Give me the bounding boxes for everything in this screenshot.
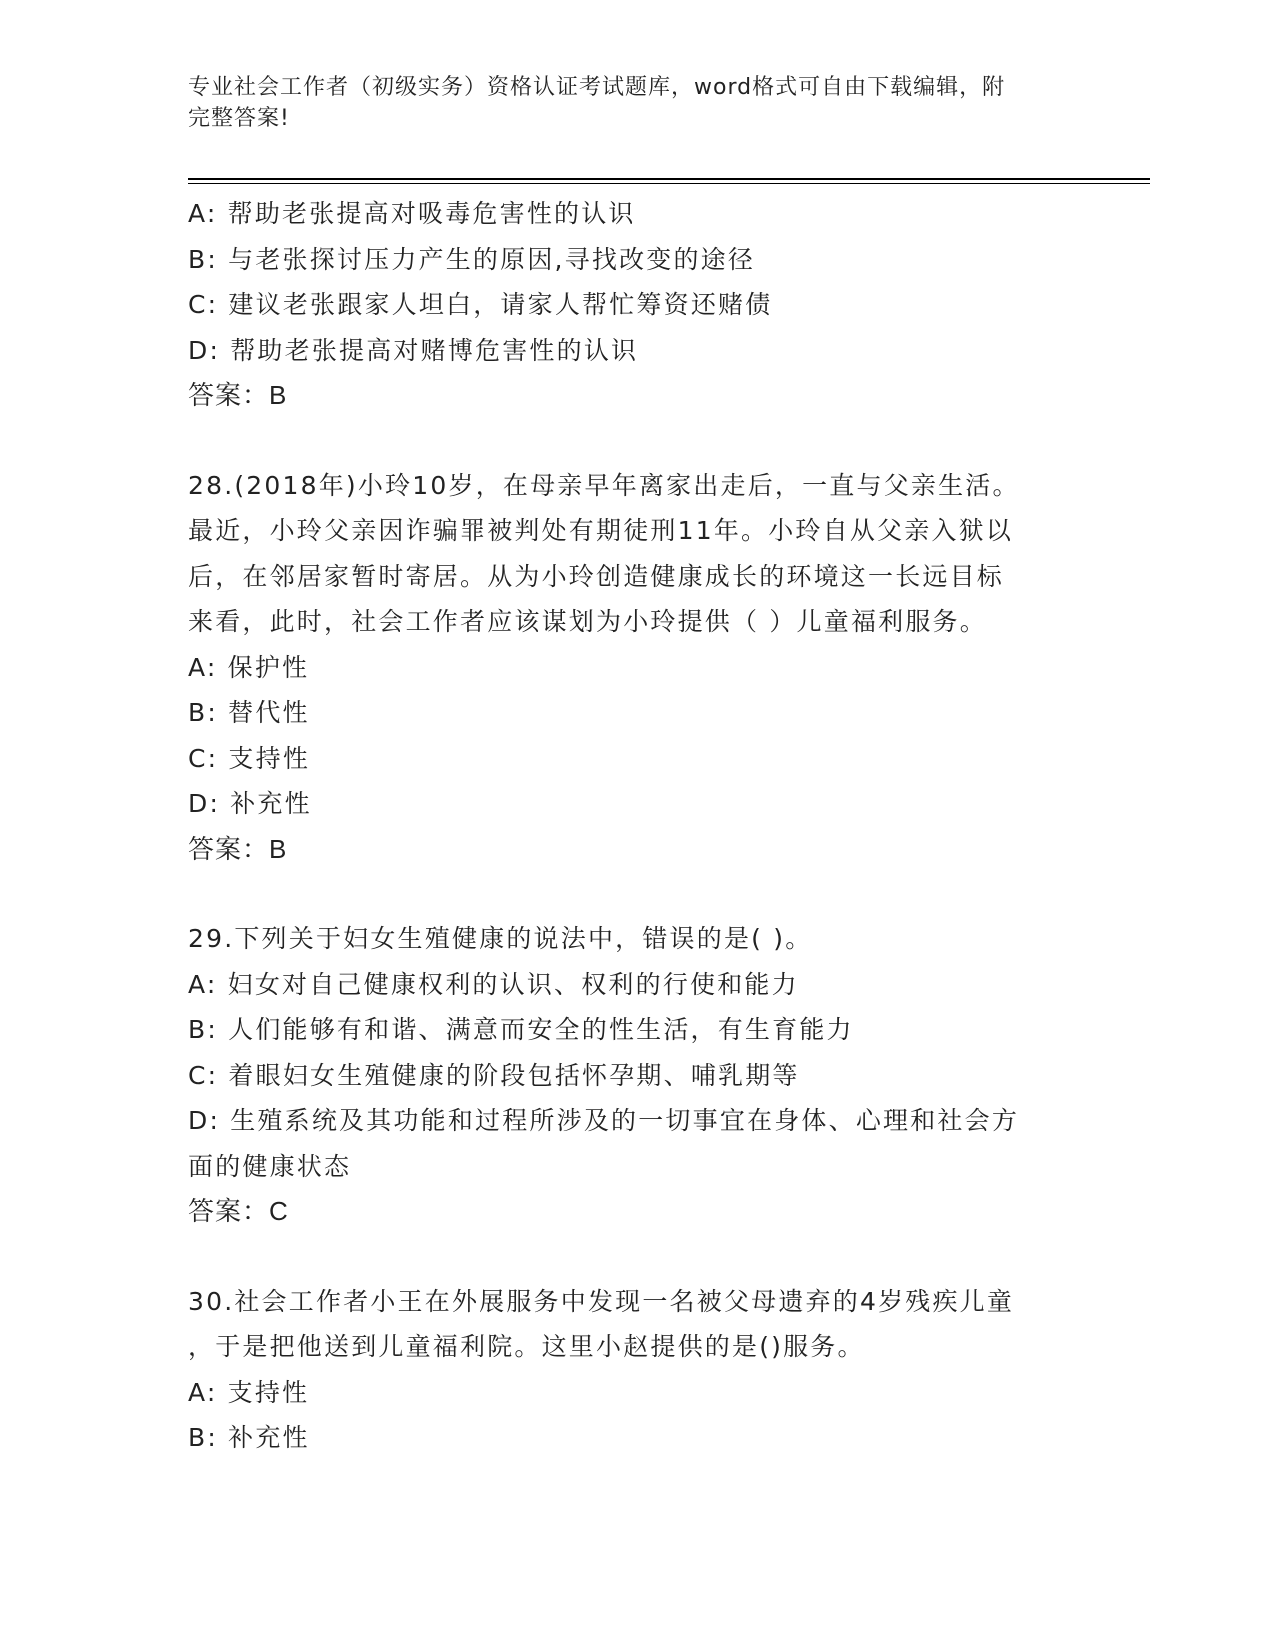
header-line-2: 完整答案! xyxy=(188,106,290,131)
question-stem-line: ，于是把他送到儿童福利院。这里小赵提供的是()服务。 xyxy=(188,1332,865,1361)
question-stem-line: 29.下列关于妇女生殖健康的说法中，错误的是( )。 xyxy=(188,924,813,953)
option-d: D: 帮助老张提高对赌博危害性的认识 xyxy=(188,335,639,365)
option-b: B: 与老张探讨压力产生的原因,寻找改变的途径 xyxy=(188,244,756,274)
header-rule-thin xyxy=(188,183,1150,184)
question-stem-line: 最近，小玲父亲因诈骗罪被判处有期徒刑11年。小玲自从父亲入狱以 xyxy=(188,516,1014,545)
option-d: D: 生殖系统及其功能和过程所涉及的一切事宜在身体、心理和社会方 xyxy=(188,1106,1020,1135)
question-stem-line: 28.(2018年)小玲10岁，在母亲早年离家出走后，一直与父亲生活。 xyxy=(188,470,1020,500)
option-d-continued: 面的健康状态 xyxy=(188,1151,352,1181)
option-c: C: 着眼妇女生殖健康的阶段包括怀孕期、哺乳期等 xyxy=(188,1060,800,1090)
answer-label: 答案：B xyxy=(188,833,288,864)
header-line-1: 专业社会工作者（初级实务）资格认证考试题库，word格式可自由下载编辑，附 xyxy=(188,75,1006,100)
question-27-block xyxy=(188,191,1088,419)
answer-label: 答案：C xyxy=(188,1196,289,1226)
option-a: A: 帮助老张提高对吸毒危害性的认识 xyxy=(188,199,636,228)
header-rule-thick xyxy=(188,178,1150,180)
question-30-block xyxy=(188,1279,1088,1461)
page-header xyxy=(188,72,1068,134)
option-c: C: 建议老张跟家人坦白，请家人帮忙筹资还赌债 xyxy=(188,290,773,319)
option-a: A: 妇女对自己健康权利的认识、权利的行使和能力 xyxy=(188,969,799,999)
question-stem-line: 30.社会工作者小王在外展服务中发现一名被父母遗弃的4岁残疾儿童 xyxy=(188,1286,1015,1316)
option-b: B: 人们能够有和谐、满意而安全的性生活，有生育能力 xyxy=(188,1015,854,1044)
question-28-block xyxy=(188,463,1088,873)
option-a: A: 支持性 xyxy=(188,1377,310,1407)
option-a: A: 保护性 xyxy=(188,652,310,682)
question-stem-line: 后，在邻居家暂时寄居。从为小玲创造健康成长的环境这一长远目标 xyxy=(188,561,1005,591)
option-b: B: 补充性 xyxy=(188,1423,310,1452)
question-gap xyxy=(188,872,1088,916)
option-c: C: 支持性 xyxy=(188,743,311,773)
question-stem-line: 来看，此时，社会工作者应该谋划为小玲提供（ ）儿童福利服务。 xyxy=(188,607,987,636)
option-d: D: 补充性 xyxy=(188,789,312,818)
question-29-block xyxy=(188,916,1088,1235)
question-list xyxy=(188,191,1088,1461)
option-b: B: 替代性 xyxy=(188,698,310,727)
answer-label: 答案：B xyxy=(188,380,288,410)
question-gap xyxy=(188,419,1088,463)
question-gap xyxy=(188,1235,1088,1279)
